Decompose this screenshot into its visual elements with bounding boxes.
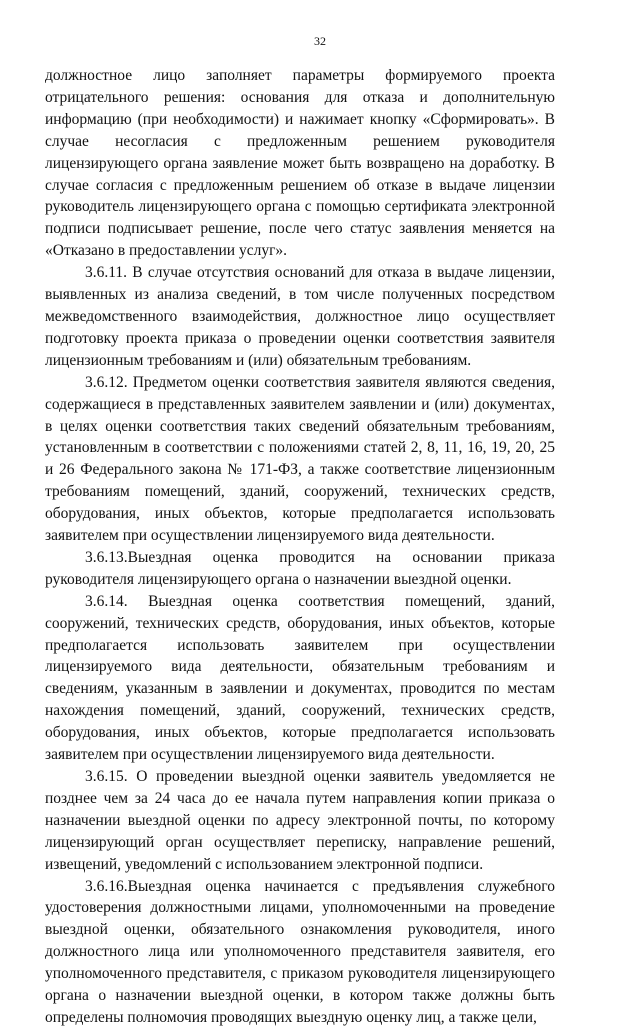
paragraph-3-6-15: 3.6.15. О проведении выездной оценки заявитель уведомляется не позднее чем за 24 часа до ее начала путем направления копии приказа о назначении выездной оценки по адресу электронной почты, по которому лицензирующий орган осуществляет переписку, направление решений, извещений, уведомлений с использованием электронной подписи. — [45, 768, 555, 873]
document-body — [45, 65, 555, 1029]
paragraph-3-6-11: 3.6.11. В случае отсутствия оснований для отказа в выдаче лицензии, выявленных из анализа сведений, в том числе полученных посредством межведомственного взаимодействия, должностное лицо осуществляет подготовку проекта приказа о проведении оценки соответствия заявителя лицензионным требованиям и (или) обязательным требованиям. — [45, 264, 555, 369]
paragraph-3-6-14: 3.6.14. Выездная оценка соответствия помещений, зданий, сооружений, технических средств, оборудования, иных объектов, которые предполагается использовать заявителем при осуществлении лицензируемого вида деятельности, обязательным требованиям и сведениям, указанным в заявлении и документах, проводится по местам нахождения помещений, зданий, сооружений, технических средств, оборудования, иных объектов, которые предполагается использовать заявителем при осуществлении лицензируемого вида деятельности. — [45, 592, 555, 764]
paragraph-3-6-13: 3.6.13.Выездная оценка проводится на основании приказа руководителя лицензирующего органа о назначении выездной оценки. — [45, 548, 555, 588]
paragraph-continuation: должностное лицо заполняет параметры формируемого проекта отрицательного решения: основания для отказа и дополнительную информацию (при необходимости) и нажимает кнопку «Сформировать». В случае несогласия с предложенным решением руководителя лицензирующего органа заявление может быть возвращено на доработку. В случае согласия с предложенным решением об отказе в выдаче лицензии руководитель лицензирующего органа с помощью сертификата электронной подписи подписывает решение, после чего статус заявления меняется на «Отказано в предоставлении услуг». — [45, 67, 555, 260]
paragraph-3-6-12: 3.6.12. Предметом оценки соответствия заявителя являются сведения, содержащиеся в представленных заявителем заявлении и (или) документах, в целях оценки соответствия таких сведений обязательным требованиям, установленным в соответствии с положениями статей 2, 8, 11, 16, 19, 20, 25 и 26 Федерального закона № 171-ФЗ, а также соответствие лицензионным требованиям помещений, зданий, сооружений, технических средств, оборудования, иных объектов, которые предполагается использовать заявителем при осуществлении лицензируемого вида деятельности. — [45, 373, 555, 545]
paragraph-3-6-16: 3.6.16.Выездная оценка начинается с предъявления служебного удостоверения должностными лицами, уполномоченными на проведение выездной оценки, обязательного ознакомления руководителя, иного должностного лица или уполномоченного представителя заявителя, его уполномоченного представителя, с приказом руководителя лицензирующего органа о назначении выездной оценки, в котором также должны быть определены полномочия проводящих выездную оценку лиц, а также цели, — [45, 877, 555, 1026]
page-number: 32 — [314, 34, 326, 48]
